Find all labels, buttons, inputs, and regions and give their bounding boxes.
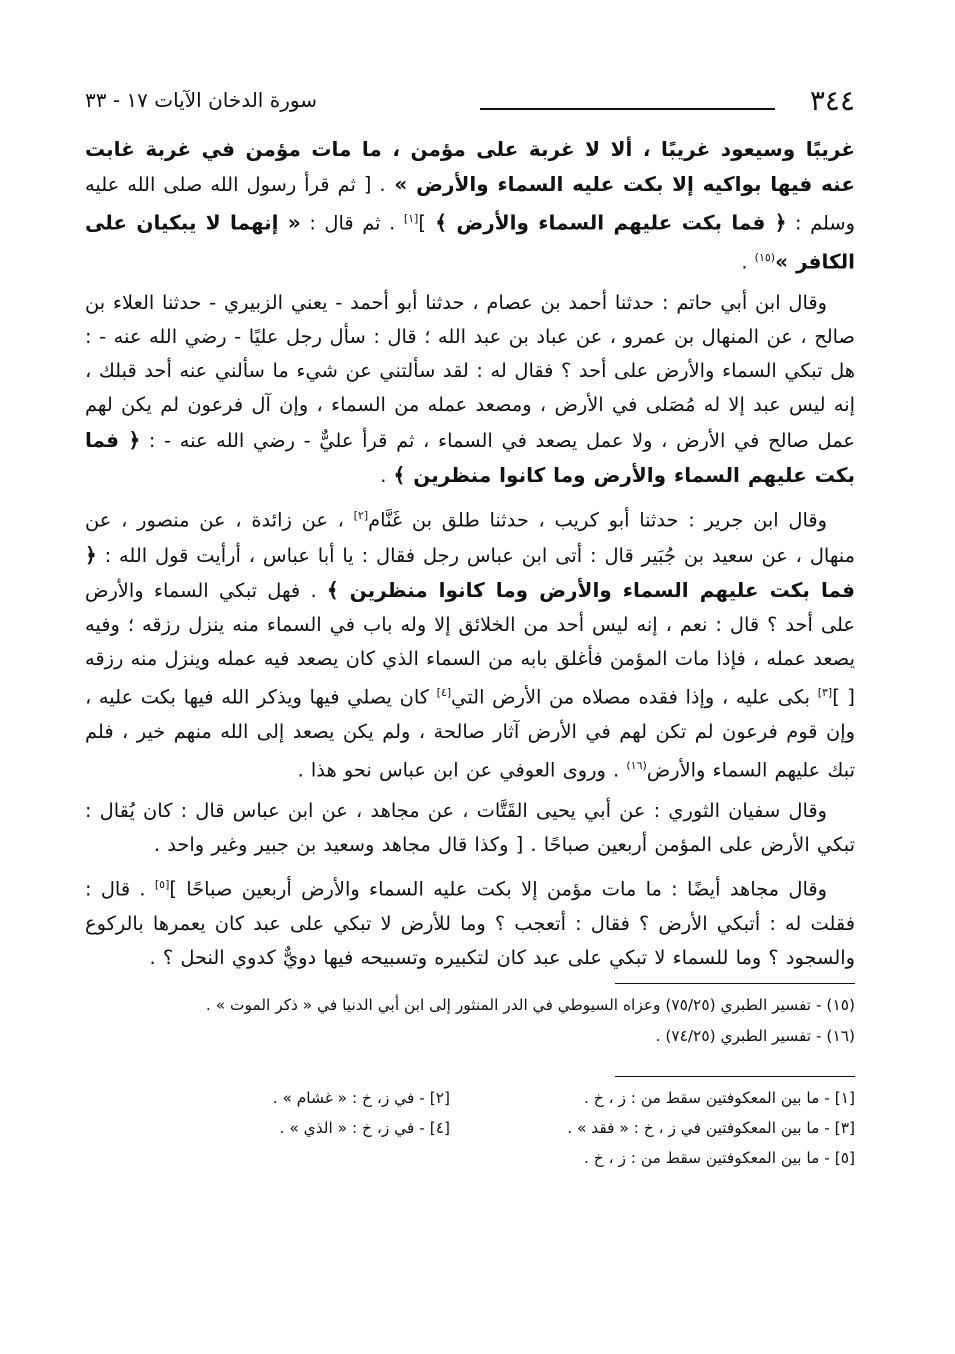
footnote-marker: (١٥) [754,251,776,265]
body-span: كان يصلي فيها ويذكر الله فيها بكت عليه ، وإن قوم فرعون لم تكن لهم في الأرض آثار صالحة ، ولم يكن يصعد إلى الله منهم خير ، فلم تبك عليهم السماء والأرض [85,685,855,782]
body-span: وقال ابن أبي حاتم : حدثنا أحمد بن عصام ، حدثنا أبو أحمد - يعني الزبيري - حدثنا العلاء بن صالح ، عن المنهال بن عمرو ، عن عباد بن عبد الله ؛ قال : سأل رجل عليًا - رضي الله عنه - : هل تبكي السماء والأرض على أحد ؟ فقال له : لقد سألتني عن شيء ما سألني عنه أحد قبلك ، إنه ليس عبد إلا له مُصَلى في الأرض ، ومصعد عمله من السماء ، وإن آل فرعون لم يكن لهم عمل صالح في الأرض ، ولا عمل يصعد في السماء ، ثم قرأ عليٌّ - رضي الله عنه - : [85,290,856,452]
body-span: . [380,463,394,487]
note-2: [٢] - في ز، خ : « غشام » . [272,1089,450,1108]
quoted-text: « إنهما لا يبكيان على الكافر » [85,210,855,274]
paragraph-5 [85,868,855,975]
body-span: . فهل تبكي السماء والأرض على أحد ؟ قال : نعم ، إنه ليس أحد من الخلائق إلا وله باب في السماء منه ينزل رزقه ؛ وفيه يصعد عمله ، فإذا مات المؤمن فأغلق بابه من السماء الذي كان يصعد فيه عمله وينزل منه رزقه [ ] [85,578,855,709]
body-text [85,132,855,975]
body-span: وقال مجاهد أيضًا : ما مات مؤمن إلا بكت عليه السماء والأرض أربعين صباحًا ] [169,877,827,901]
footnote-separator [615,983,855,984]
body-span: . ثم قال : [300,211,404,235]
footnote-marker: (١٦) [626,759,647,773]
footnote-marker: [٣] [817,686,833,700]
body-span: . وروى العوفي عن ابن عباس نحو هذا . [297,758,627,782]
quoted-text: ﴿ فما بكت عليهم السماء والأرض وما كانوا منظرين ﴾ [85,427,855,487]
page-number: ٣٤٤ [809,84,855,117]
header-rule [480,108,775,110]
quoted-text: ﴿ فما بكت عليهم السماء والأرض وما كانوا منظرين ﴾ [85,542,855,602]
body-span: ] [418,211,426,235]
quoted-text: غريبًا وسيعود غريبًا ، ألا لا غربة على مؤمن ، ما مات مؤمن في غربة غابت عنه فيها بواكيه إلا بكت عليه السماء والأرض » [85,137,856,197]
footnote-16: (١٦) - تفسير الطبري (٧٤/٢٥) . [655,1027,855,1046]
notes-separator [615,1076,855,1077]
note-3: [٣] - ما بين المعكوفتين في ز ، خ : « فقد » . [567,1119,855,1138]
body-span: . [ ثم قرأ رسول الله صلى الله عليه وسلم : [85,173,856,235]
footnote-marker: [٢] [353,508,369,522]
book-page [85,82,855,1332]
body-span: . [741,250,755,274]
paragraph-1 [85,132,855,280]
chapter-title: سورة الدخان الآيات ١٧ - ٣٣ [85,88,317,112]
body-span: وقال سفيان الثوري : عن أبي يحيى القَتَّات ، عن مجاهد ، عن ابن عباس قال : كان يُقال : تبكي الأرض على المؤمن أربعين صباحًا . [ وكذا قال مجاهد وسعيد بن جبير وغير واحد . [85,799,855,857]
body-span: . قال : فقلت له : أتبكي الأرض ؟ فقال : أتعجب ؟ وما للأرض لا تبكي على عبد كان يعمرها بالركوع والسجود ؟ وما للسماء لا تبكي على عبد كان لتكبيره وتسبيحه فيها دويٌّ كدوي النحل ؟ . [85,877,855,970]
page-header [85,82,855,132]
footnote-marker: [٥] [154,878,170,892]
quoted-text: ﴿ فما بكت عليهم السماء والأرض ﴾ [425,210,787,235]
paragraph-3 [85,499,855,788]
footnote-15: (١٥) - تفسير الطبري (٧٥/٢٥) وعزاه السيوطي في الدر المنثور إلى ابن أبي الدنيا في « ذكر الموت » . [205,996,855,1015]
paragraph-2 [85,286,855,493]
paragraph-4 [85,794,855,862]
note-5: [٥] - ما بين المعكوفتين سقط من : ز ، خ . [583,1149,855,1168]
note-1: [١] - ما بين المعكوفتين سقط من : ز ، خ . [583,1089,855,1108]
body-span: بكى عليه ، وإذا فقده مصلاه من الأرض التي [451,685,818,709]
note-4: [٤] - في ز، خ : « الذي » . [279,1119,450,1138]
footnote-marker: [٤] [436,686,452,700]
manuscript-notes [85,1083,855,1173]
footnotes [85,990,855,1052]
body-span: وقال ابن جرير : حدثنا أبو كريب ، حدثنا طلق بن غَنَّام [368,508,828,532]
footnote-marker: [١] [403,212,419,226]
body-span: ، عن زائدة ، عن منصور ، عن منهال ، عن سعيد بن جُبَير قال : أتى ابن عباس رجل فقال : يا أبا عباس ، أرأيت قول الله : [85,508,855,567]
